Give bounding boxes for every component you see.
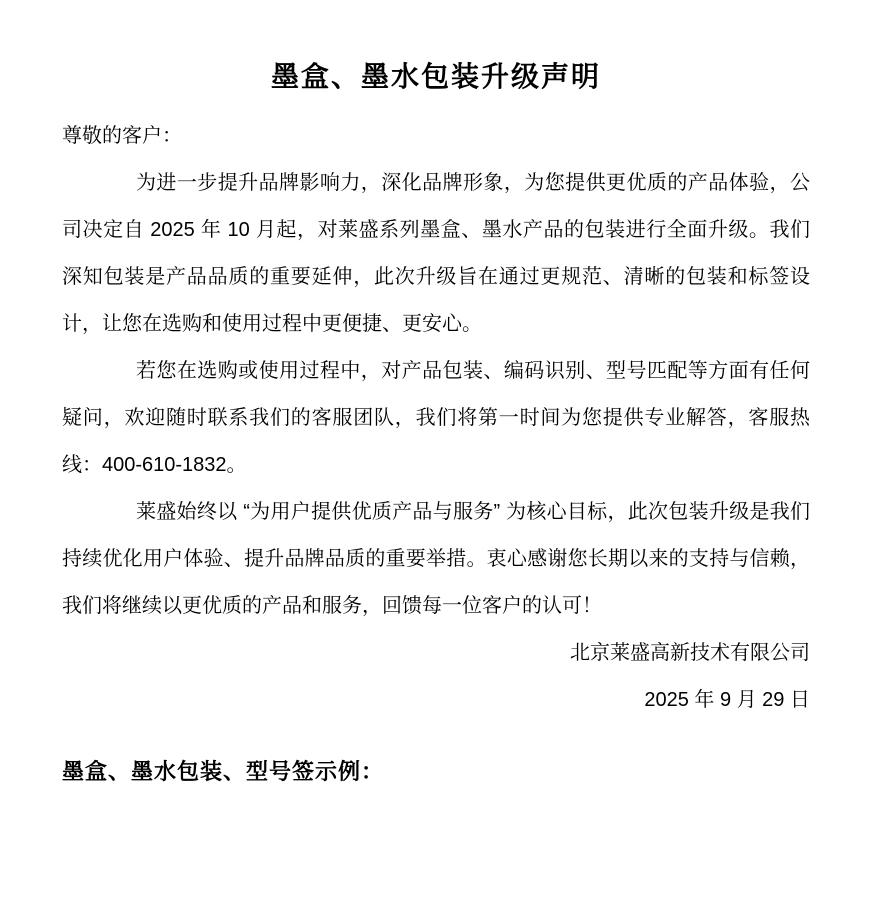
company-name: 北京莱盛高新技术有限公司: [570, 642, 810, 664]
greeting-line: 尊敬的客户：: [62, 125, 182, 147]
signature-block: [62, 630, 810, 724]
paragraph-closing-thanks: 莱盛始终以 “为用户提供优质产品与服务” 为核心目标，此次包装升级是我们持续优化用户体验、提升品牌品质的重要举措。衷心感谢您长期以来的支持与信赖，我们将继续以更优质的产品和服务，回馈每一位客户的认可！: [62, 501, 810, 617]
signature-date: 2025 年 9 月 29 日: [644, 689, 810, 711]
paragraph-customer-service: 若您在选购或使用过程中，对产品包装、编码识别、型号匹配等方面有任何疑问，欢迎随时联系我们的客服团队，我们将第一时间为您提供专业解答，客服热线：400-610-1832。: [62, 360, 810, 476]
packaging-example-heading: 墨盒、墨水包装、型号签示例：: [62, 759, 385, 784]
document-title: 墨盒、墨水包装升级声明: [270, 60, 601, 93]
paragraph-upgrade-announcement: 为进一步提升品牌影响力，深化品牌形象，为您提供更优质的产品体验，公司决定自 2025 年 10 月起，对莱盛系列墨盒、墨水产品的包装进行全面升级。我们深知包装是产品品质的重要延伸，此次升级旨在通过更规范、清晰的包装和标签设计，让您在选购和使用过程中更便捷、更安心。: [62, 172, 810, 335]
